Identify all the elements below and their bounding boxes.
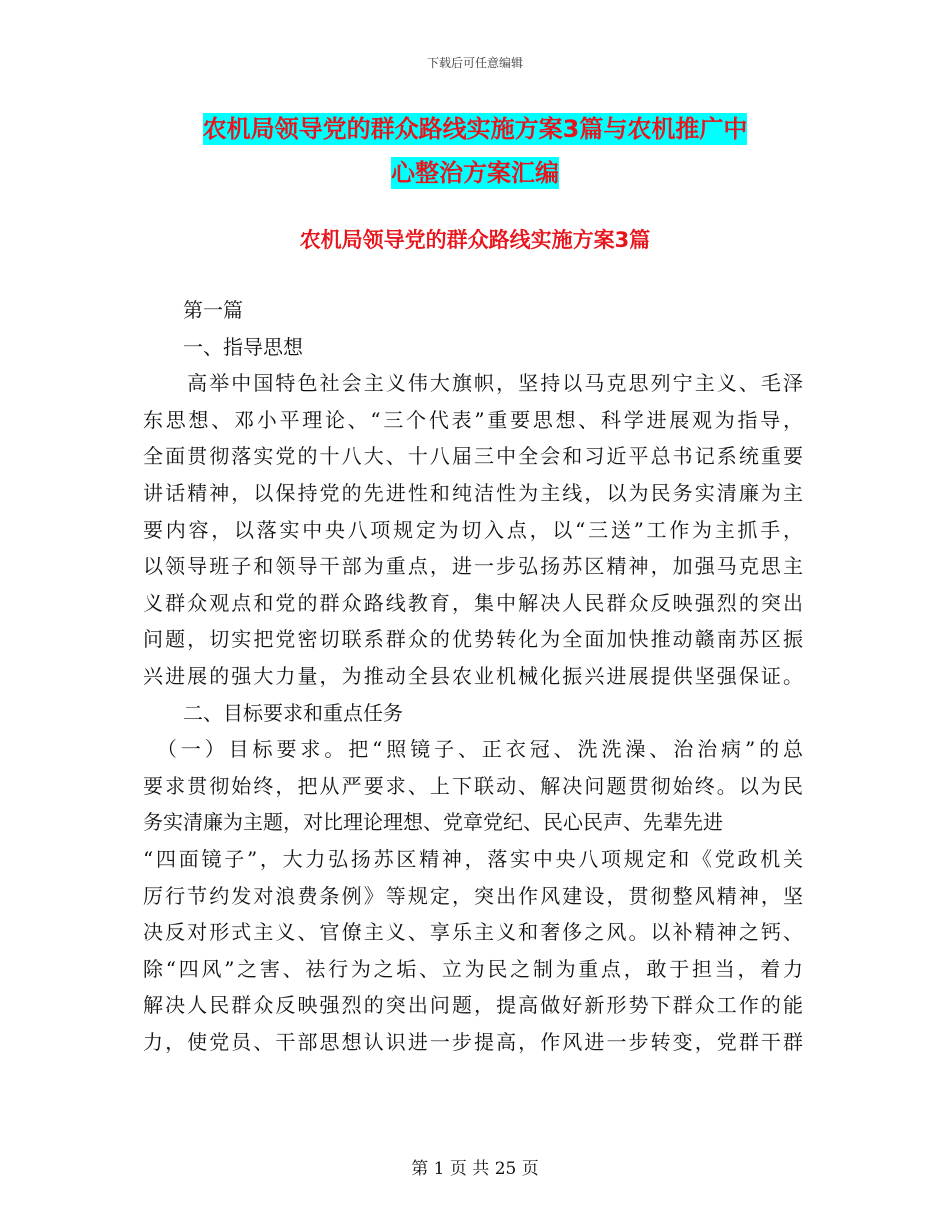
section-title: 农机局领导党的群众路线实施方案3篇 [299,228,651,252]
document-title-line-1 [0,114,950,145]
document-title-line-2-text: 心整治方案汇编 [391,159,559,187]
paragraph-line: 全面贯彻落实党的十八大、十八届三中全会和习近平总书记系统重要 [143,444,803,469]
paragraph-line: 厉行节约发对浪费条例》等规定，突出作风建设，贯彻整风精神，坚 [143,883,803,908]
paragraph-line: 一、指导思想 [143,334,303,359]
paragraph-line: “四面镜子”，大力弘扬苏区精神，落实中央八项规定和《党政机关 [143,846,803,871]
document-title-line-1-text: 农机局领导党的群众路线实施方案3篇与农机推广中 [202,115,748,143]
paragraph-line: 除“四风”之害、祛行为之垢、立为民之制为重点，敢于担当，着力 [143,956,803,981]
paragraph-line: 讲话精神，以保持党的先进性和纯洁性为主线，以为民务实清廉为主 [143,480,803,505]
paragraph-line: 决反对形式主义、官僚主义、享乐主义和奢侈之风。以补精神之钙、 [143,920,803,945]
page-footer: 第 1 页 共 25 页 [411,1159,539,1179]
paragraph-line: 问题，切实把党密切联系群众的优势转化为全面加快推动赣南苏区振 [143,627,803,652]
paragraph-line: 第一篇 [143,298,243,322]
paragraph-line: 二、目标要求和重点任务 [143,700,403,725]
header-note: 下载后可任意编辑 [426,56,523,70]
paragraph-line: 务实清廉为主题，对比理论理想、党章党纪、民心民声、先辈先进 [143,810,723,835]
paragraph-line: （一）目标要求。把“照镜子、正衣冠、洗洗澡、治治病”的总 [143,737,803,762]
paragraph-line: 要内容，以落实中央八项规定为切入点，以“三送”工作为主抓手， [143,517,803,542]
body-text [143,292,803,1060]
paragraph-line: 义群众观点和党的群众路线教育，集中解决人民群众反映强烈的突出 [143,590,803,615]
document-title-line-2 [0,158,950,189]
paragraph-line: 高举中国特色社会主义伟大旗帜，坚持以马克思列宁主义、毛泽 [143,371,803,396]
paragraph-line: 解决人民群众反映强烈的突出问题，提高做好新形势下群众工作的能 [143,993,803,1018]
paragraph-line: 以领导班子和领导干部为重点，进一步弘扬苏区精神，加强马克思主 [143,554,803,579]
paragraph-line: 要求贯彻始终，把从严要求、上下联动、解决问题贯彻始终。以为民 [143,773,803,798]
paragraph-line: 东思想、邓小平理论、“三个代表”重要思想、科学进展观为指导， [143,407,803,432]
paragraph-line: 力，使党员、干部思想认识进一步提高，作风进一步转变，党群干群 [143,1029,803,1054]
paragraph-line: 兴进展的强大力量，为推动全县农业机械化振兴进展提供坚强保证。 [143,663,803,688]
